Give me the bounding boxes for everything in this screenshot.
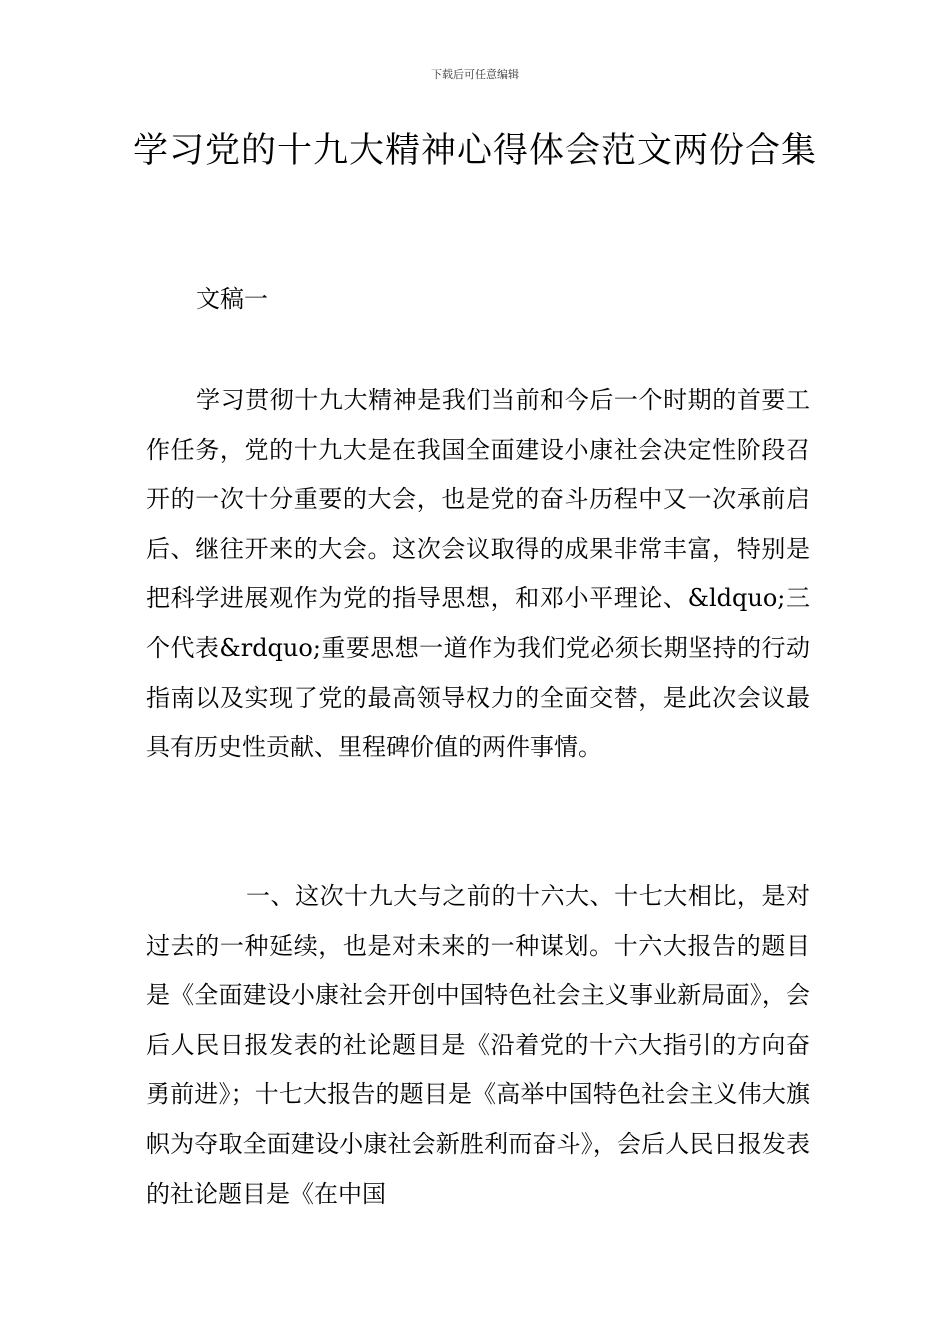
paragraph-1: 学习贯彻十九大精神是我们当前和今后一个时期的首要工作任务，党的十九大是在我国全面建设小康社会决定性阶段召开的一次十分重要的大会，也是党的奋斗历程中又一次承前启后、继往开来的大会。这次会议取得的成果非常丰富，特别是把科学进展观作为党的指导思想，和邓小平理论、&ldquo;三个代表&rdquo;重要思想一道作为我们党必须长期坚持的行动指南以及实现了党的最高领导权力的全面交替，是此次会议最具有历史性贡献、里程碑价值的两件事情。 <box>146 386 810 762</box>
section-label: 文稿一 <box>196 285 268 313</box>
document-title: 学习党的十九大精神心得体会范文两份合集 <box>132 131 817 171</box>
page-header: 下载后可任意编辑 <box>431 68 519 81</box>
paragraph-2: 一、这次十九大与之前的十六大、十七大相比，是对过去的一种延续，也是对未来的一种谋划。十六大报告的题目是《全面建设小康社会开创中国特色社会主义事业新局面》，会后人民日报发表的社论题目是《沿着党的十六大指引的方向奋勇前进》；十七大报告的题目是《高举中国特色社会主义伟大旗帜为夺取全面建设小康社会新胜利而奋斗》，会后人民日报发表的社论题目是《在中国 <box>146 882 810 1208</box>
